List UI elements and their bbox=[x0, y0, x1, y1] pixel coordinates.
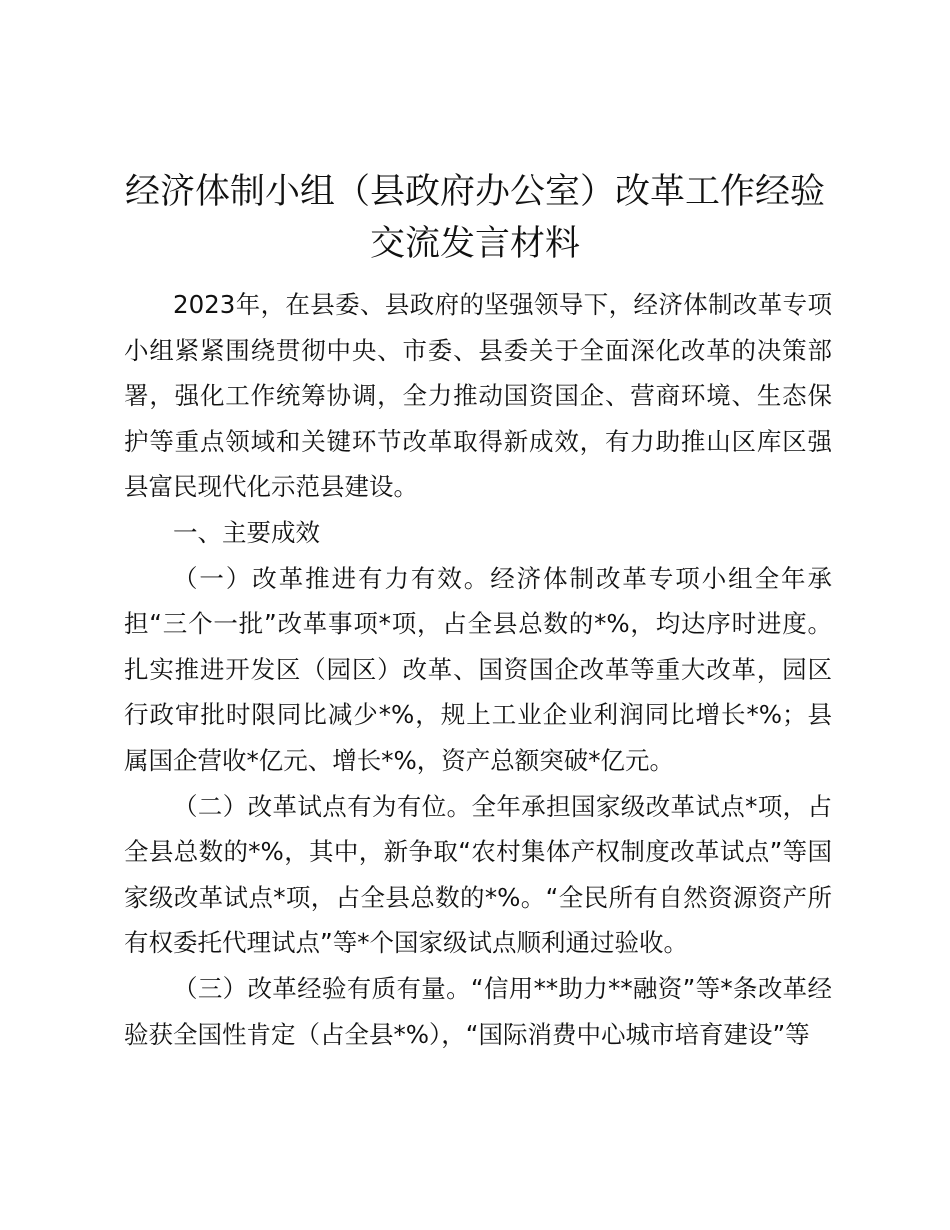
document-body bbox=[124, 282, 832, 1057]
document-title bbox=[110, 166, 840, 270]
intro-paragraph: 2023年，在县委、县政府的坚强领导下，经济体制改革专项小组紧紧围绕贯彻中央、市委、县委关于全面深化改革的决策部署，强化工作统筹协调，全力推动国资国企、营商环境、生态保护等重点领域和关键环节改革取得新成效，有力助推山区库区强县富民现代化示范县建设。 bbox=[124, 290, 832, 502]
paragraph-reform-progress: （一）改革推进有力有效。经济体制改革专项小组全年承担“三个一批”改革事项*项，占全县总数的*%，均达序时进度。扎实推进开发区（园区）改革、国资国企改革等重大改革，园区行政审批时限同比减少*%，规上工业企业利润同比增长*%；县属国企营收*亿元、增长*%，资产总额突破*亿元。 bbox=[124, 563, 832, 775]
paragraph-reform-experience: （三）改革经验有质有量。“信用**助力**融资”等*条改革经验获全国性肯定（占全县*%），“国际消费中心城市培育建设”等 bbox=[124, 973, 832, 1049]
paragraph-reform-pilots: （二）改革试点有为有位。全年承担国家级改革试点*项，占全县总数的*%，其中，新争取“农村集体产权制度改革试点”等国家级改革试点*项，占全县总数的*%。“全民所有自然资源资产所有权委托代理试点”等*个国家级试点顺利通过验收。 bbox=[124, 791, 832, 958]
section-heading-main-results: 一、主要成效 bbox=[173, 517, 320, 547]
title-line-2: 交流发言材料 bbox=[369, 224, 580, 264]
title-line-1: 经济体制小组（县政府办公室）改革工作经验 bbox=[124, 172, 825, 212]
